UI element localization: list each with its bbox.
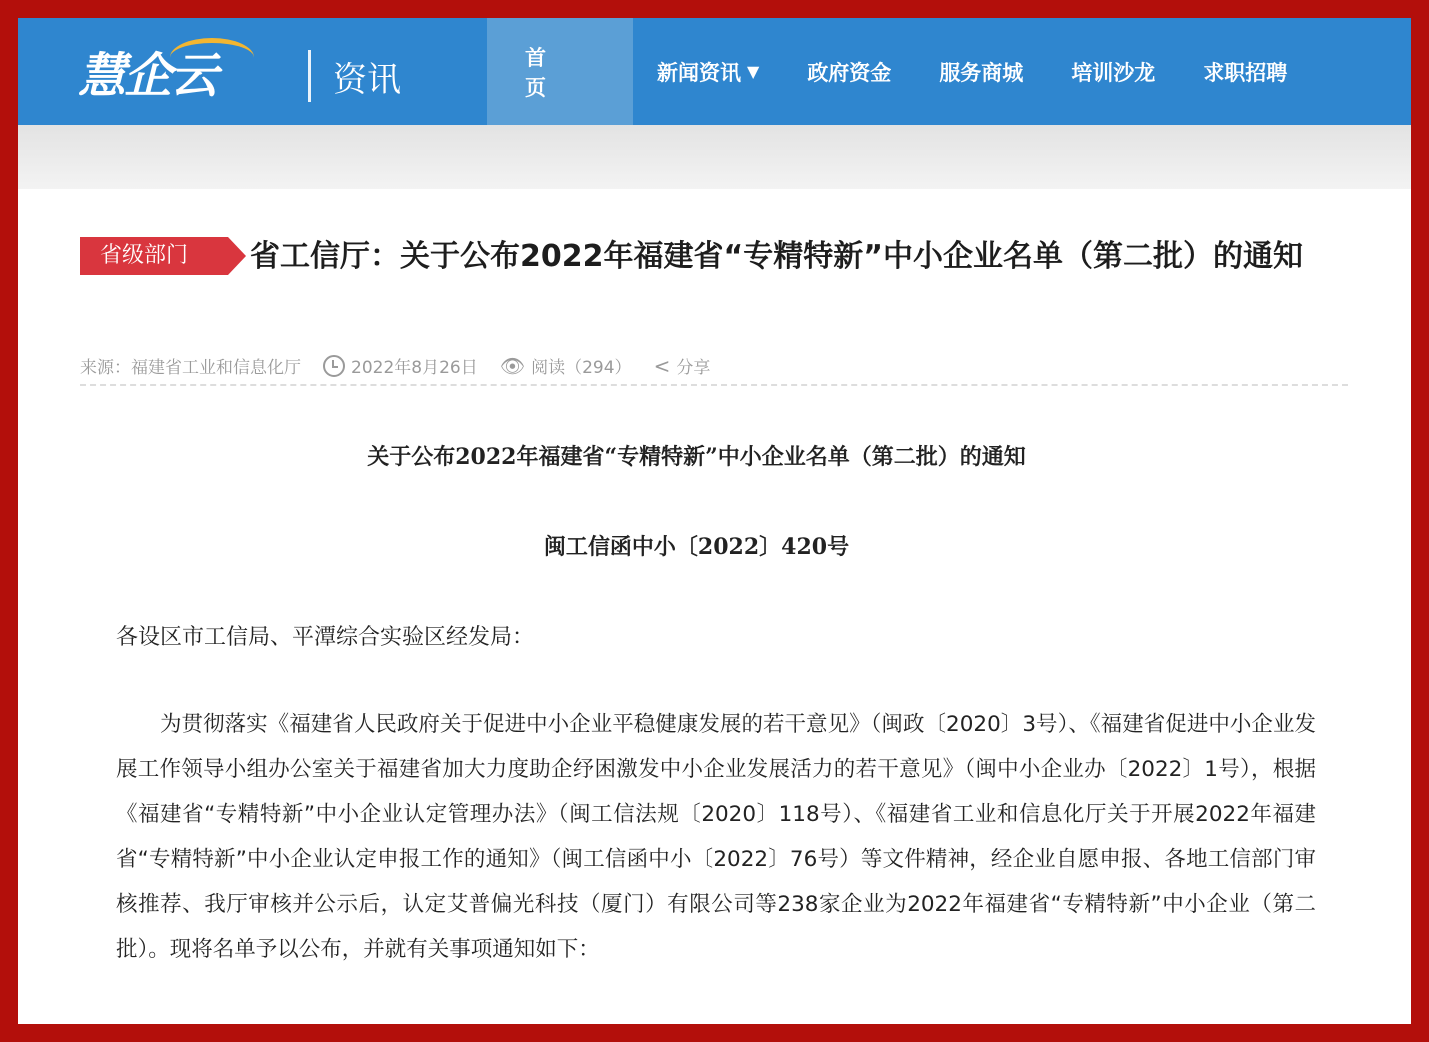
document-number: 闽工信函中小〔2022〕420号 [543, 534, 850, 560]
category-tag[interactable]: 省级部门 [80, 237, 228, 275]
nav-item-gov-funds[interactable] [783, 18, 915, 125]
site-logo[interactable] [78, 38, 401, 114]
article-date [323, 353, 478, 378]
logo-divider [308, 50, 311, 102]
read-count [500, 353, 632, 378]
chevron-down-icon: ▼ [747, 62, 760, 81]
nav-label: 政府资金 [807, 60, 892, 85]
sub-header-bar [18, 125, 1411, 189]
logo-mark [78, 48, 217, 104]
site-header [18, 18, 1411, 125]
nav-item-jobs[interactable] [1179, 18, 1311, 125]
nav-label: 求职招聘 [1203, 60, 1288, 85]
document-title: 关于公布2022年福建省“专精特新”中小企业名单（第二批）的通知 [367, 444, 1026, 470]
share-icon: < [653, 353, 671, 378]
nav-label: 培训沙龙 [1071, 60, 1156, 85]
document-salutation: 各设区市工信局、平潭综合实验区经发局： [116, 625, 535, 650]
logo-text: 慧企云 [78, 48, 217, 104]
main-nav [487, 18, 1311, 125]
nav-item-service-mall[interactable] [915, 18, 1047, 125]
share-button[interactable] [654, 353, 711, 378]
read-count-text: 阅读（294） [531, 357, 632, 378]
nav-label: 新闻资讯 [657, 60, 741, 85]
logo-subtitle: 资讯 [333, 59, 402, 100]
document-body: 为贯彻落实《福建省人民政府关于促进中小企业平稳健康发展的若干意见》（闽政〔2020〕3号）、《福建省促进中小企业发展工作领导小组办公室关于福建省加大力度助企纾困激发中小企业发展活力的若干意见》（闽中小企业办〔2022〕1号），根据《福建省“专精特新”中小企业认定管理办法》（闽工信法规〔2020〕118号）、《福建省工业和信息化厅关于开展2022年福建省“专精特新”中小企业认定申报工作的通知》（闽工信函中小〔2022〕76号）等文件精神，经企业自愿申报、各地工信部门审核推荐、我厅审核并公示后，认定艾普偏光科技（厦门）有限公司等238家企业为2022年福建省“专精特新”中小企业（第二批）。现将名单予以公布，并就有关事项通知如下： [116, 712, 1316, 962]
nav-item-training[interactable] [1047, 18, 1179, 125]
date-text: 2022年8月26日 [351, 357, 478, 378]
article-source: 来源：福建省工业和信息化厅 [80, 357, 301, 378]
article-meta [80, 346, 1348, 386]
nav-label: 服务商城 [939, 60, 1024, 85]
article-title: 省工信厅：关于公布2022年福建省“专精特新”中小企业名单（第二批）的通知 [250, 239, 1303, 274]
logo-swoosh-icon [170, 38, 254, 77]
nav-item-news[interactable] [633, 18, 783, 125]
clock-icon [323, 355, 345, 377]
eye-icon: 👁 [499, 353, 526, 378]
nav-item-home[interactable] [487, 18, 633, 125]
nav-label: 首 页 [525, 45, 560, 100]
article-title-block [80, 232, 1350, 282]
share-label: 分享 [676, 357, 711, 378]
